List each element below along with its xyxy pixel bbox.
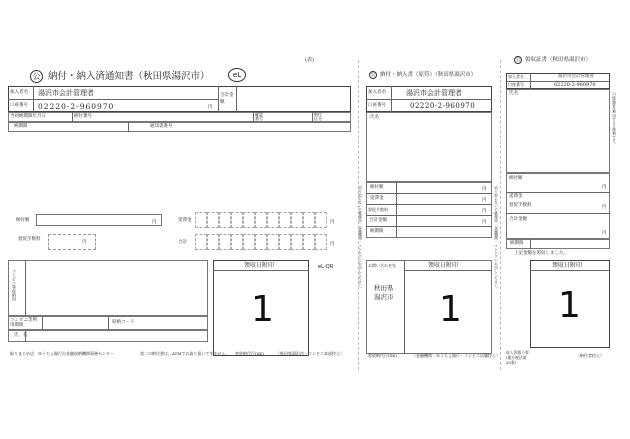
right-fee-total: 合計金額 [509, 217, 527, 222]
right-yen-2: 円 [602, 205, 607, 210]
right-deadline-label: 納期限 [510, 241, 524, 246]
collect-code-label: 収納コード [112, 320, 135, 325]
payer-value: 湯沢市会計管理者 [38, 89, 94, 97]
middle-payer-value: 湯沢市会計管理者 [406, 89, 462, 97]
right-payer-label: 加入者名 [508, 74, 524, 79]
right-public-mark-icon: 公 [515, 57, 521, 63]
middle-lower-box [366, 260, 492, 354]
right-footer-left: 収入印紙不要(地方税法第20条) [506, 350, 529, 365]
el-code: eL-QR [318, 264, 334, 270]
row1-initial-deadline: 当初納期限年月日 [10, 114, 46, 119]
right-account-value: 02220-2-960970 [554, 82, 596, 88]
account-label: 口座番号 [10, 103, 28, 108]
middle-footer-1: 窓收納代行(SK) [368, 353, 397, 358]
right-footer-right: （納付者控え） [576, 353, 604, 358]
middle-fee-deadline: 納期限 [370, 229, 384, 234]
convenience-area [8, 260, 208, 316]
left-footer-1: 取りまとめ店 ゆうちょ銀行自金融収納機関事務センター [10, 351, 114, 356]
page-marker: (表) [305, 57, 314, 63]
middle-yen-4: 円 [482, 220, 487, 225]
right-receipt-slip [506, 56, 618, 366]
row2-notice-number: 通知書番号 [150, 124, 173, 129]
right-name-box [506, 89, 610, 173]
middle-yen-1: 円 [482, 187, 487, 192]
right-vertical-note: 口座振替を利用すると便利です。 [612, 92, 617, 146]
middle-account-value: 02220-2-960970 [410, 102, 476, 110]
row1-payment-number: 納付番号 [74, 114, 92, 119]
row1-payment-class: 納付区分 [314, 112, 322, 121]
tax-yen: 円 [152, 220, 157, 225]
delinquent-label: 延滞金 [178, 218, 192, 223]
row2-deadline: 納期限 [14, 124, 28, 129]
right-payer-value: 湯沢市会計管理者 [558, 74, 594, 79]
left-footer-2: 第二の納付書は、ATMでお取り扱いできません。 [140, 351, 230, 356]
middle-vertical-note-left: 切り取らないで郵便局・金融機関・コンビニにお出しください。 [358, 186, 363, 291]
left-row2 [8, 122, 351, 132]
right-fee-tax: 納付額 [509, 176, 523, 181]
left-footer-4: （秋田県湯沢市・コンビニ本部控え） [276, 351, 344, 356]
sum-label: 合計 [178, 240, 187, 245]
middle-inquiry-value: 秋田県湯沢市 [374, 284, 394, 301]
public-mark-icon: 公 [30, 70, 43, 83]
conv-limit-label: コンビニ等利用期限 [10, 318, 37, 328]
right-seal-label: 領収日附印 [552, 262, 583, 269]
right-name-label: 氏名 [509, 91, 518, 96]
left-seal-label: 領収日附印 [244, 262, 275, 269]
payer-label: 加入者名 [10, 90, 28, 95]
middle-public-mark-icon: 公 [370, 72, 376, 78]
middle-inquiry-label: お問い合わせ先 [368, 263, 396, 268]
right-seal-number: 1 [558, 285, 581, 326]
middle-name-box [366, 112, 492, 182]
middle-original-slip [358, 66, 500, 366]
middle-yen-3: 円 [482, 209, 487, 214]
middle-fee-delinquent: 延滞金 [370, 196, 384, 201]
delinquent-yen: 円 [330, 220, 335, 225]
middle-footer-2: （金融機関・ゆうちょ銀行・コンビニ店舗控え） [412, 353, 500, 358]
middle-seal-number: 1 [439, 289, 462, 330]
cut-line-left [358, 60, 359, 370]
total-label: 合計金額 [220, 93, 234, 105]
right-fee-supervise: 督促手数料 [509, 203, 532, 208]
cut-line-right [500, 60, 501, 370]
left-row1 [8, 112, 351, 122]
row1-confirm-number: 確認番号 [255, 112, 263, 121]
tax-label: 納付額 [16, 218, 30, 223]
left-footer-3: 窓收納代行(SK) [235, 351, 264, 356]
middle-name-label: 氏名 [370, 115, 379, 120]
supervise-label: 督促手数料 [18, 237, 41, 242]
convenience-label: コンビニ等収納用 [12, 269, 17, 301]
middle-fee-supervise: 督促手数料 [368, 207, 388, 212]
middle-seal-label: 領収日附印 [428, 262, 459, 269]
middle-fee-tax: 納付額 [370, 185, 384, 190]
right-received-note: 上記金額を領収しました。 [514, 251, 568, 256]
account-value: 02220-2-960970 [38, 102, 115, 111]
supervise-amount-box [48, 234, 96, 250]
sum-yen: 円 [330, 242, 335, 247]
middle-payer-label: 加入者名 [368, 90, 386, 95]
supervise-yen: 円 [82, 240, 87, 245]
middle-fee-total: 合計金額 [369, 218, 387, 223]
left-seal-number: 1 [251, 289, 274, 330]
tax-amount-box [36, 214, 162, 226]
right-yen-3: 円 [602, 231, 607, 236]
right-title: 領収証書（秋田県湯沢市） [525, 57, 592, 63]
name-label: 氏 名 [14, 333, 28, 338]
right-yen-1: 円 [602, 185, 607, 190]
yen-unit: 円 [208, 105, 213, 110]
middle-yen-2: 円 [482, 198, 487, 203]
left-title: 納付・納入済通知書（秋田県湯沢市） [48, 71, 210, 82]
name-row [8, 330, 208, 342]
right-account-label: 口座番号 [508, 82, 524, 87]
middle-vertical-note-right: 切り取らないで郵便局・金融機関・コンビニにお出しください。 [494, 186, 499, 291]
middle-account-label: 口座番号 [368, 103, 386, 108]
el-mark-icon: eL [228, 68, 246, 82]
right-fee-delinquent: 延滞金 [509, 194, 523, 199]
left-payment-slip [8, 66, 351, 366]
middle-title: 納付・納入書（原符）（秋田県湯沢市） [380, 72, 477, 78]
